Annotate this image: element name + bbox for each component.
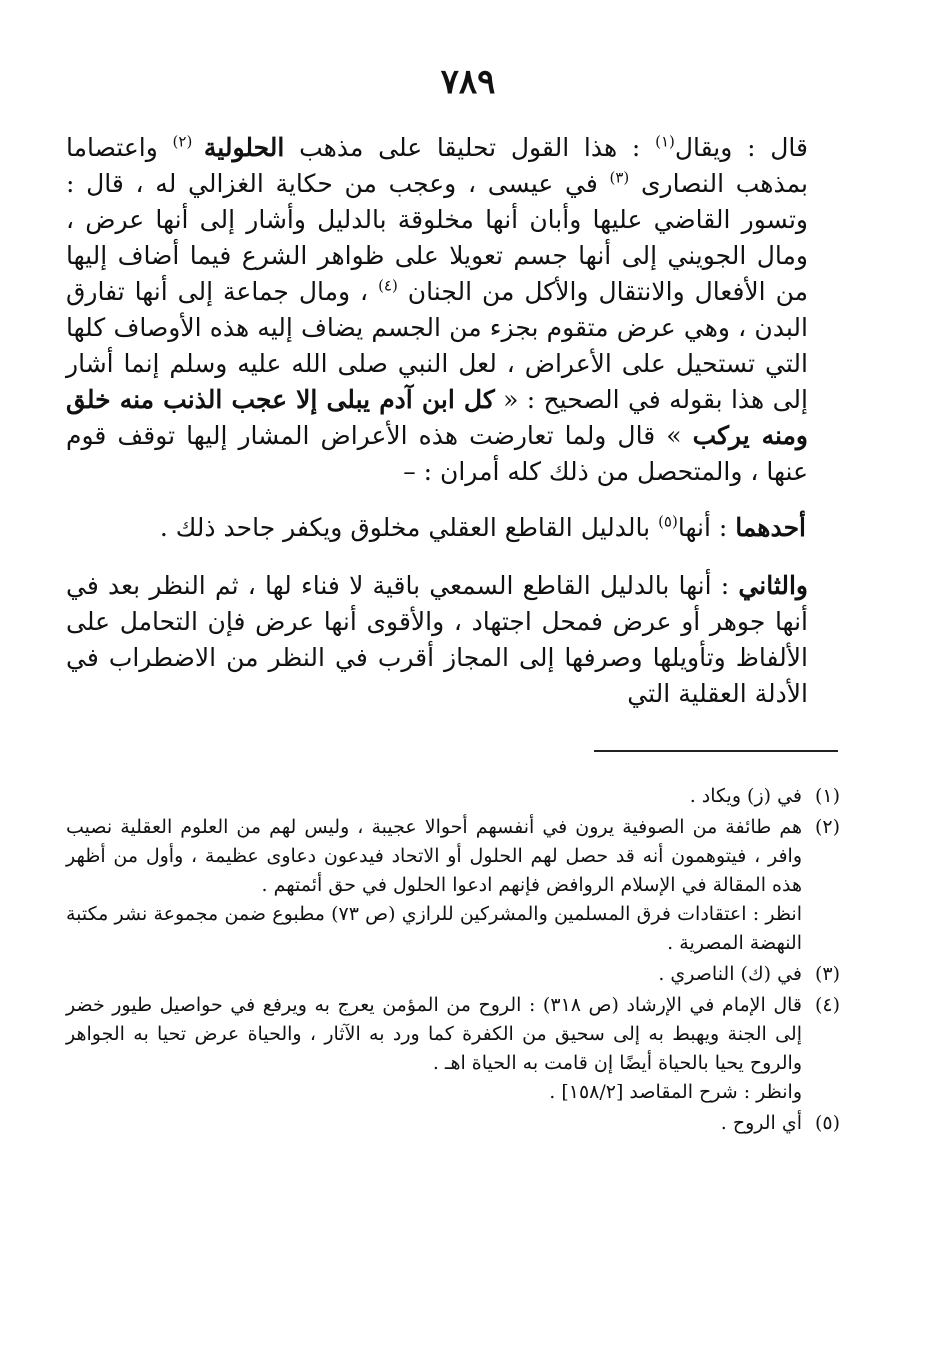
footnote-4 — [66, 991, 840, 1107]
footnote-text — [66, 813, 802, 958]
footnote-number: (١) — [814, 785, 840, 807]
footnote-line: هم طائفة من الصوفية يرون في أنفسهم أحوالا عجيبة ، وليس لهم من العلوم العقلية نصيب وافر ، فيتوهمون أنه قد حصل لهم الحلول أو الاتحاد فيدعون دعاوى عظيمة ، وأول من أظهر هذه المقالة في الإسلام الروافض فإنهم ادعوا الحلول في حق أئمتهم . — [66, 816, 802, 896]
text-run: : أنها بالدليل القاطع السمعي باقية لا فناء لها ، ثم النظر بعد في أنها جوهر أو عرض فمحل اجتهاد ، والأقوى أنها عرض فإن التحامل على الألفاظ وتأويلها وصرفها إلى المجاز أقرب في النظر من الاضطراب في الأدلة العقلية التي — [66, 571, 808, 708]
text-run: ، ومال جماعة إلى أنها تفارق البدن ، وهي عرض متقوم بجزء من الجسم يضاف إليه هذه الأوصاف كلها التي تستحيل على الأعراض ، لعل النبي صلى الله عليه وسلم إنما أشار إلى هذا بقوله في الصحيح : « — [66, 277, 808, 414]
text-run: : هذا القول تحليقا على مذهب — [284, 133, 656, 162]
footnote-text — [66, 991, 802, 1107]
footnote-line: في (ز) ويكاد . — [689, 785, 802, 807]
footnote-number: (٥) — [814, 1112, 840, 1134]
footnote-text — [66, 1109, 802, 1138]
text-run: قال : ويقال — [674, 133, 809, 162]
footnote-text — [66, 782, 802, 811]
footnote-1 — [66, 782, 840, 811]
footnote-ref-2: (٢) — [172, 132, 204, 151]
heading-first: أحدهما — [735, 513, 806, 542]
footnote-2 — [66, 813, 840, 958]
page-number: ٧٨٩ — [440, 62, 496, 102]
footnote-line: في (ك) الناصري . — [658, 963, 802, 985]
footnote-number: (٣) — [814, 963, 840, 985]
footnote-line: وانظر : شرح المقاصد [١٥٨/٢] . — [549, 1081, 802, 1103]
paragraph-2 — [66, 510, 840, 546]
footnote-3 — [66, 960, 840, 989]
footnote-separator — [594, 750, 838, 752]
hadith-quote: كل ابن آدم يبلى إلا عجب الذنب منه خلق ومنه يركب — [66, 385, 808, 450]
paragraph-3 — [66, 568, 840, 712]
paragraph-1 — [66, 130, 840, 490]
footnote-line: أي الروح . — [720, 1112, 802, 1134]
text-run: » قال ولما تعارضت هذه الأعراض المشار إليها توقف قوم عنها ، والمتحصل من ذلك كله أمران : – — [66, 421, 808, 486]
main-text — [66, 130, 840, 712]
footnote-line: قال الإمام في الإرشاد (ص ٣١٨) : الروح من المؤمن يعرج به ويرفع في حواصيل طيور خضر إلى الجنة ويهبط به إلى سحيق من الكفرة كما ورد به الآثار ، والحياة عرض تحيا به الجواهر والروح يحيا بالحياة أيضًا إن قامت به الحياة اهـ . — [66, 994, 802, 1074]
text-run: واعتصاما بمذهب النصارى — [66, 133, 808, 198]
text-run: في عيسى ، وعجب من حكاية الغزالي له ، قال : وتسور القاضي عليها وأبان أنها مخلوقة بالدليل وأشار إلى أنها عرض ، ومال الجويني إلى أنها جسم تعويلا على ظواهر الشرع فيما أضاف إليها من الأفعال والانتقال والأكل من الجنان — [66, 169, 808, 306]
footnote-text — [66, 960, 802, 989]
footnote-number: (٤) — [814, 994, 840, 1016]
footnote-line: انظر : اعتقادات فرق المسلمين والمشركين للرازي (ص ٧٣) مطبوع ضمن مجموعة نشر مكتبة النهضة المصرية . — [66, 903, 802, 954]
footnote-ref-4: (٤) — [378, 276, 398, 295]
footnote-5 — [66, 1109, 840, 1138]
footnote-ref-5: (٥) — [658, 512, 678, 531]
footnote-ref-3: (٣) — [609, 168, 630, 187]
heading-second: والثاني — [738, 571, 808, 600]
footnotes — [66, 782, 840, 1140]
footnote-ref-1: (١) — [655, 132, 675, 151]
footnote-number: (٢) — [814, 816, 840, 838]
keyword-hululiyya: الحلولية — [203, 133, 285, 162]
text-run: : أنها — [677, 513, 736, 542]
text-run: بالدليل القاطع العقلي مخلوق ويكفر جاحد ذلك . — [159, 513, 659, 542]
